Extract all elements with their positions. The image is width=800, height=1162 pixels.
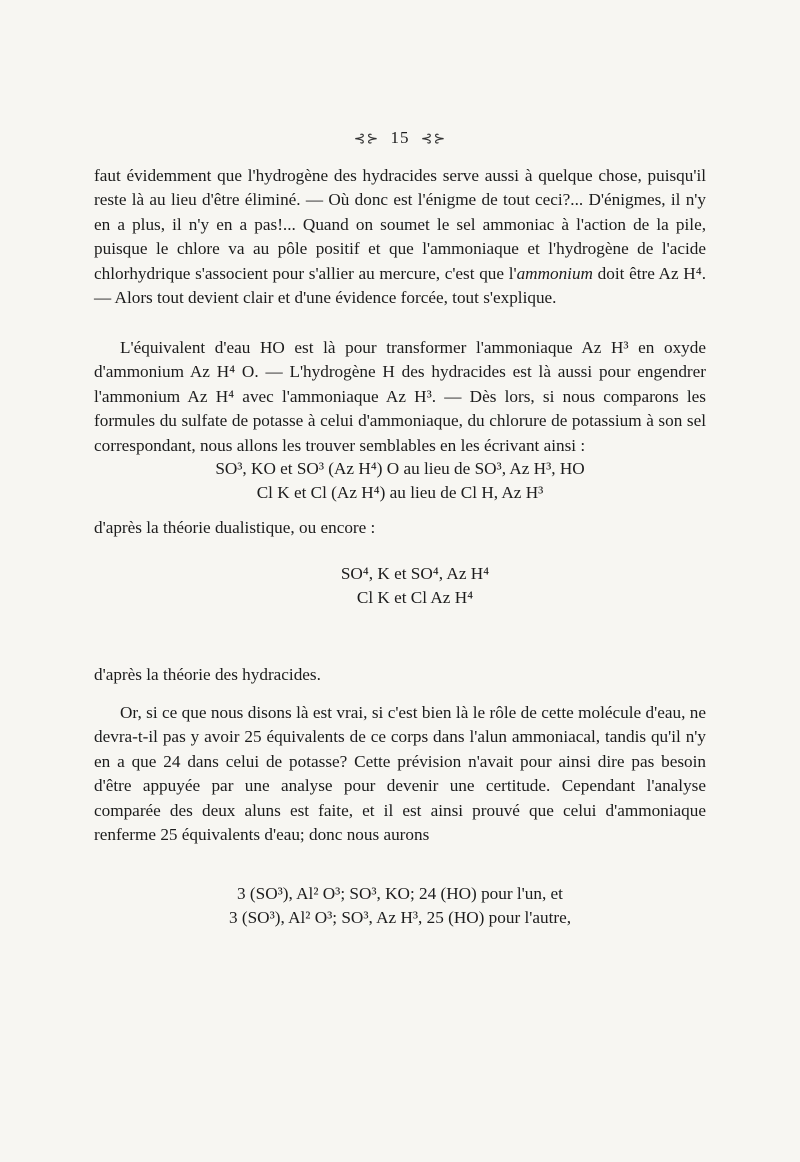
formula-line: Cl K et Cl Az H⁴ xyxy=(356,588,474,608)
page-number: 15 xyxy=(390,128,410,147)
formula-line: Cl K et Cl (Az H⁴) au lieu de Cl H, Az H³ xyxy=(256,483,544,503)
formula-line: SO³, KO et SO³ (Az H⁴) O au lieu de SO³, Az H³, HO xyxy=(215,459,585,478)
page-header xyxy=(0,128,800,148)
dualistique-line: d'après la théorie dualistique, ou encore : xyxy=(94,517,376,537)
hydracides-line: d'après la théorie des hydracides. xyxy=(94,665,321,684)
ornament-right-icon: ⊰⊱ xyxy=(420,131,447,147)
formula-block-2 xyxy=(94,562,706,611)
paragraph-2: L'équivalent d'eau HO est là pour transformer l'ammoniaque Az H³ en oxyde d'ammonium Az H⁴ O. — L'hydrogène H des hydracides est là aussi pour engendrer l'ammonium Az H⁴ avec l'ammoniaque Az H³. — Dès lors, si nous comparons les formules du sulfate de potasse à celui d'ammoniaque, du chlorure de potassium à son sel correspondant, nous allons les trouver semblables en les écrivant ainsi : xyxy=(94,338,706,455)
paragraph-1-italic: ammonium xyxy=(516,263,593,283)
paragraph-1-text-a: faut évidemment que l'hydrogène des hydracides serve aussi à quelque chose, puisqu'il reste là au lieu d'être éliminé. — Où donc est l'énigme de tout ceci?... D'énigmes, il n'y en a plus, il n'y en a pas!... Quand on soumet le sel ammoniac à l'action de la pile, puisque le chlore va au pôle positif et que l'ammoniaque et l'hydrogène de l'acide chlorhydrique s'associent pour s'allier au mercure, c'est que l' xyxy=(94,166,706,283)
formula-block-1 xyxy=(94,457,706,540)
formula-line: SO⁴, K et SO⁴, Az H⁴ xyxy=(340,564,490,583)
formula-line: 3 (SO³), Al² O³; SO³, Az H³, 25 (HO) pour l'autre, xyxy=(228,908,572,928)
paragraph-1-text-b: doit être Az H⁴. — Alors tout devient clair et d'une évidence forcée, tout s'explique. xyxy=(94,263,706,308)
ornament-left-icon: ⊰⊱ xyxy=(353,131,380,147)
formula-block-3 xyxy=(94,882,706,931)
paragraph-3: Or, si ce que nous disons là est vrai, si c'est bien là le rôle de cette molécule d'eau, ne devra-t-il pas y avoir 25 équivalents de ce corps dans l'alun ammoniacal, tandis qu'il n'y en a que 24 dans celui de potasse? Cette prévision n'avait pour ainsi dire pas besoin d'être appuyée par une analyse pour devenir une certitude. Cependant l'analyse comparée des deux aluns est faite, et il est ainsi prouvé que celui d'ammoniaque renferme 25 équivalents d'eau; donc nous aurons xyxy=(94,703,706,845)
paragraph-1 xyxy=(94,164,706,310)
formula-line: 3 (SO³), Al² O³; SO³, KO; 24 (HO) pour l'un, et xyxy=(237,884,563,903)
